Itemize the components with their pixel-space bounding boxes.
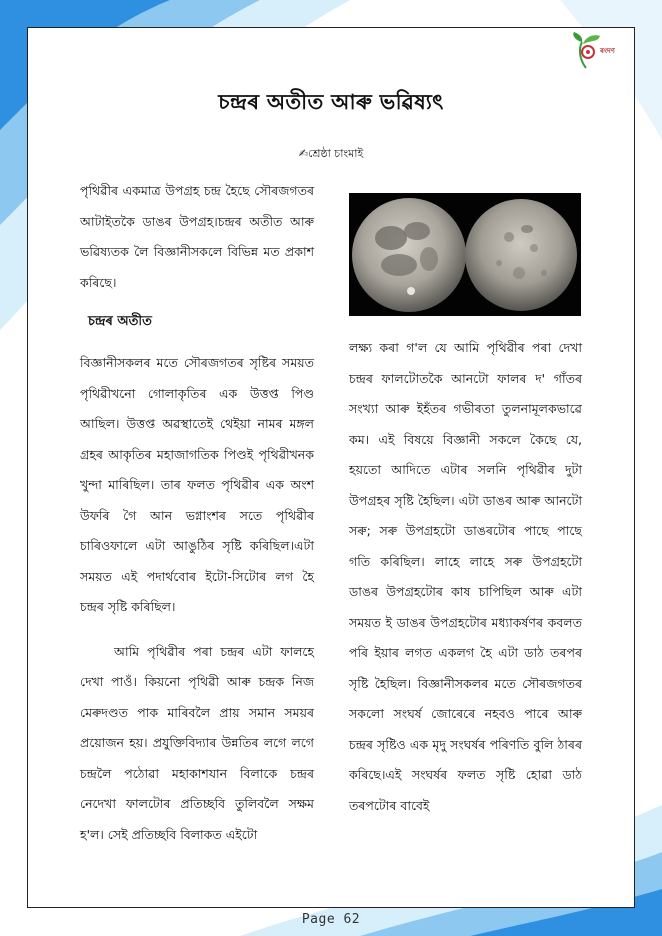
body-paragraph-1: বিজ্ঞানীসকলৰ মতে সৌৰজগতৰ সৃষ্টিৰ সময়ত পৃথিৱীখনো গোলাকৃতিৰ এক উত্তপ্ত পিণ্ড আছিল। উত্তপ্ত অৱস্থাতেই থেইয়া নামৰ মঙ্গল গ্ৰহৰ আকৃতিৰ মহাজাগতিক পিণ্ডই পৃথিৱীখনক খুন্দা মাৰিছিল। তাৰ ফলত পৃথিৱীৰ এক অংশ উফৰি গৈ আন ভগ্নাংশৰ সতে পৃথিৱীৰ চাৰিওফালে এটা আঙুঠিৰ সৃষ্টি কৰিছিল।এটা সময়ত এই পদাৰ্থবোৰ ইটো-সিটোৰ লগ হৈ চন্দ্ৰৰ সৃষ্টি কৰিছিল। (80, 355, 314, 614)
page-number: Page 62 (301, 912, 361, 927)
intro-paragraph: পৃথিৱীৰ একমাত্ৰ উপগ্ৰহ চন্দ্ৰ হৈছে সৌৰজগতৰ আটাইতকৈ ডাঙৰ উপগ্ৰহ।চন্দ্ৰৰ অতীত আৰু ভৱিষ্যতক লৈ বিজ্ঞানীসকলে বিভিন্ন মত প্ৰকাশ কৰিছে। (80, 183, 314, 290)
moon-photo (349, 193, 581, 316)
leaf-logo-icon (570, 30, 602, 70)
article-title: চন্দ্ৰৰ অতীত আৰু ভৱিষ্যৎ (218, 90, 444, 114)
body-paragraph-2: আমি পৃথিৱীৰ পৰা চন্দ্ৰৰ এটা ফালহে দেখা পাওঁ। কিয়নো পৃথিৱী আৰু চন্দ্ৰক নিজ মেৰুদণ্ডত পাক মাৰিবলৈ প্ৰায় সমান সময়ৰ প্ৰয়োজন হয়। প্ৰযুক্তিবিদ্যাৰ উন্নতিৰ লগে লগে চন্দ্ৰলৈ পঠোৱা মহাকাশযান বিলাকে চন্দ্ৰৰ নেদেখা ফালটোৰ প্ৰতিচ্ছবি তুলিবলৈ সক্ষম হ'ল। সেই প্ৰতিচ্ছবি বিলাকত এইটো (80, 643, 314, 842)
article-author: ✍শ্ৰেষ্ঠা চাংমাই (298, 147, 364, 160)
section-subheading: চন্দ্ৰৰ অতীত (88, 314, 152, 329)
logo-text: ৰংদণ (600, 47, 615, 55)
right-column (349, 333, 582, 821)
moon-two-sides-image (349, 193, 581, 316)
body-paragraph-3: লক্ষ্য কৰা গ'ল যে আমি পৃথিৱীৰ পৰা দেখা চন্দ্ৰৰ ফালটোতকৈ আনটো ফালৰ দ' গাঁতৰ সংখ্যা আৰু ইহঁতৰ গভীৰতা তুলনামূলকভাৱে কম। এই বিষয়ে বিজ্ঞানী সকলে কৈছে যে, হয়তো আদিতে এটাৰ সলনি পৃথিৱীৰ দুটা উপগ্ৰহৰ সৃষ্টি হৈছিল। এটা ডাঙৰ আৰু আনটো সৰু; সৰু উপগ্ৰহটো ডাঙৰটোৰ পাছে পাছে গতি কৰিছিল। লাহে লাহে সৰু উপগ্ৰহটো ডাঙৰ উপগ্ৰহটোৰ কাষ চাপিছিল আৰু এটা সময়ত ই ডাঙৰ উপগ্ৰহটোৰ মধ্যাকৰ্ষণৰ কবলত পৰি ইয়াৰ লগত একলগ হৈ এটা ডাঠ তৰপৰ সৃষ্টি হৈছিল। বিজ্ঞানীসকলৰ মতে সৌৰজগতৰ সকলো সংঘৰ্ষ জোৰেৰে নহবও পাৰে আৰু চন্দ্ৰৰ সৃষ্টিও এক মৃদু সংঘৰ্ষৰ পৰিণতি বুলি ঠাৰৰ কৰিছে।এই সংঘৰ্ষৰ ফলত সৃষ্টি হোৱা ডাঠ তৰপটোৰ বাবেই (349, 340, 582, 813)
left-column (80, 176, 314, 850)
magazine-logo (570, 30, 622, 70)
